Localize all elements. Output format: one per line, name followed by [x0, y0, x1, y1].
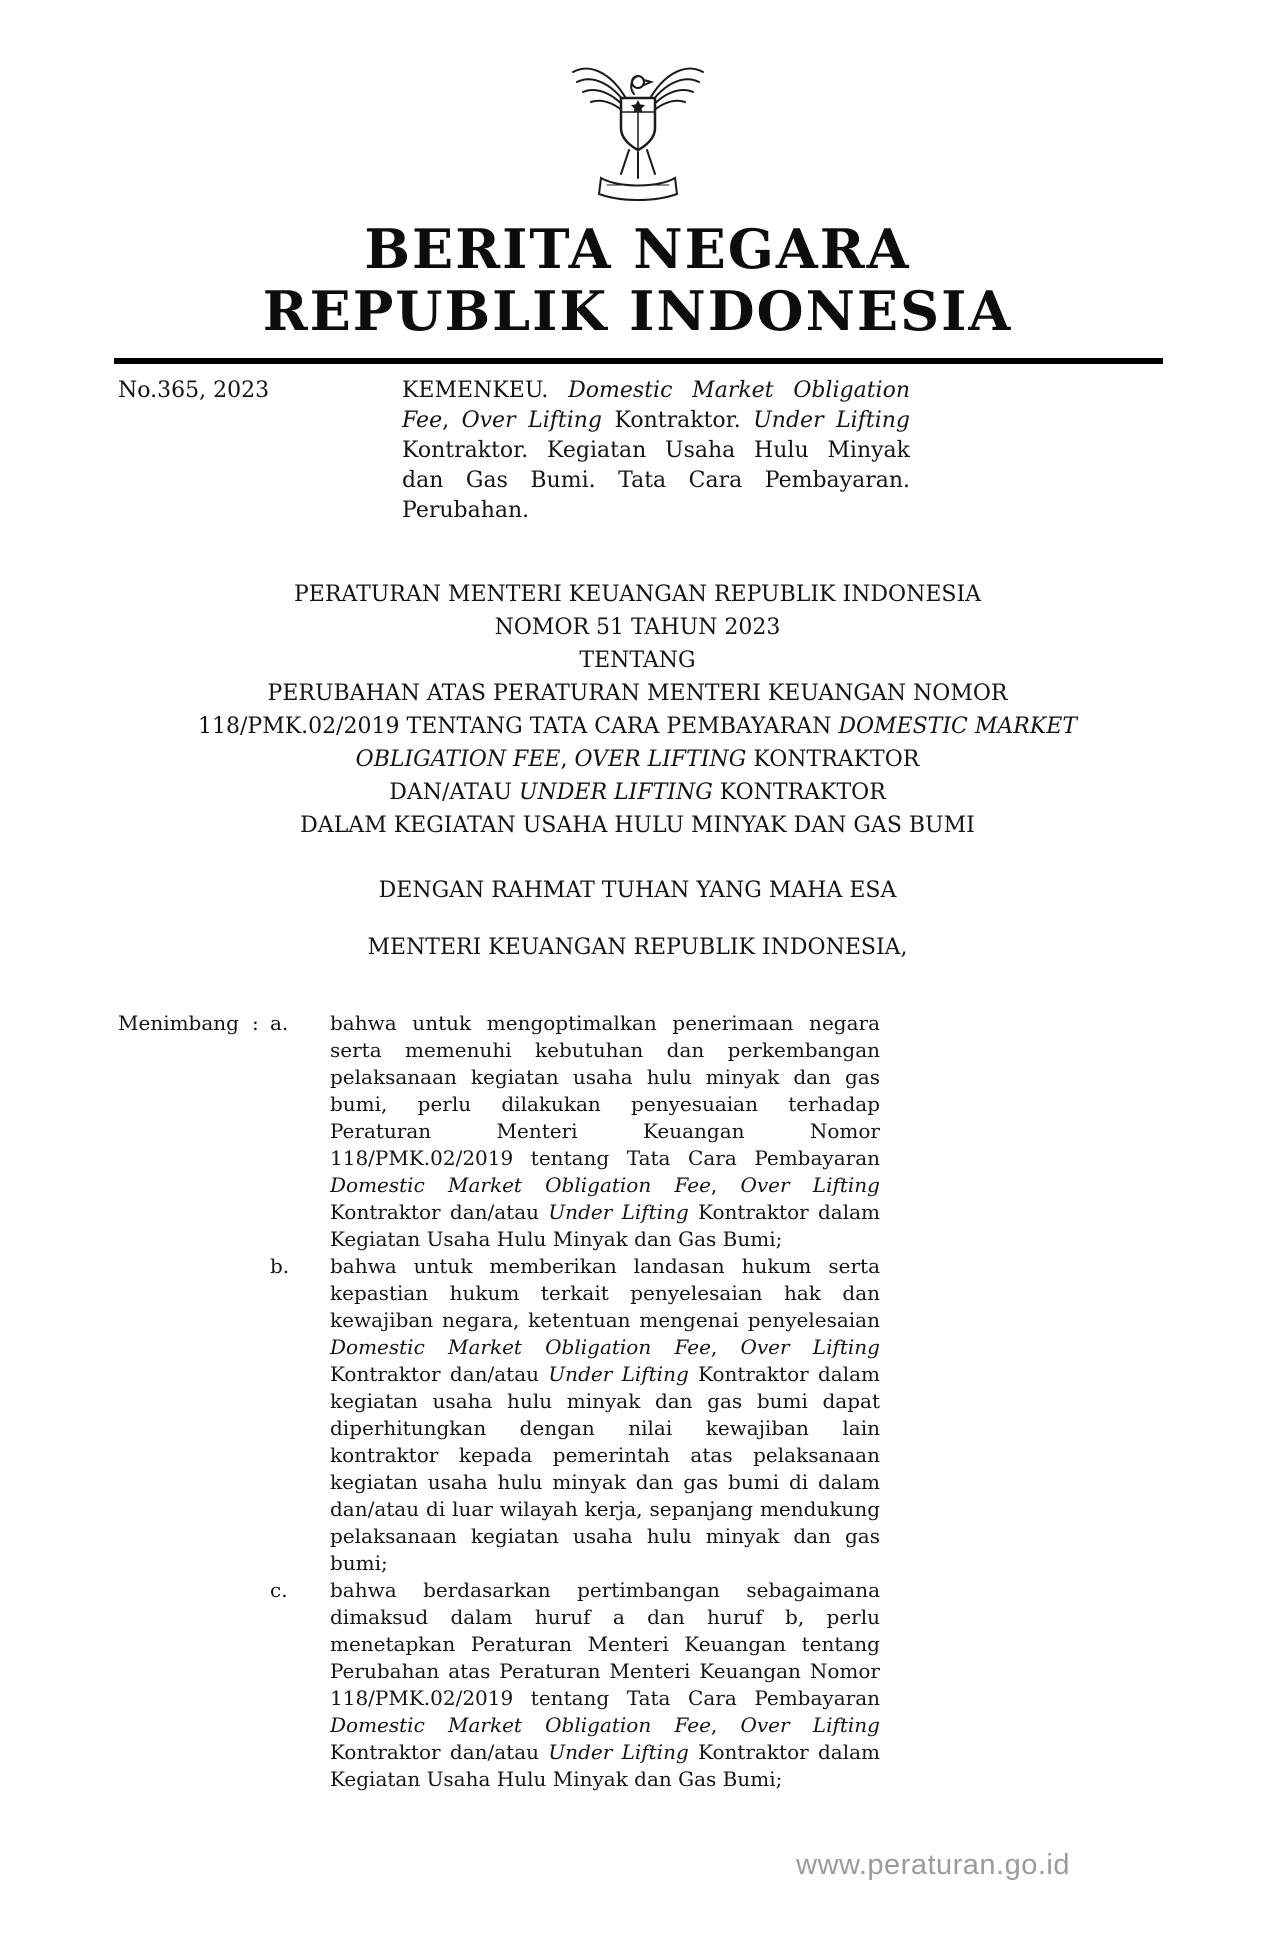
considering-item-letter: b.: [270, 1254, 290, 1278]
considering-item-text: bahwa untuk memberikan landasan hukum serta kepastian hukum terkait penyelesaian hak dan kewajiban negara, ketentuan mengenai penyelesaian Domestic Market Obligation Fee, Over Lifting Kontraktor dan/atau Under Lifting Kontraktor dalam kegiatan usaha hulu minyak dan gas bumi dapat diperhitungkan dengan nilai kewajiban lain kontraktor kepada pemerintah atas pelaksanaan kegiatan usaha hulu minyak dan gas bumi di dalam dan/atau di luar wilayah kerja, sepanjang mendukung pelaksanaan kegiatan usaha hulu minyak dan gas bumi;: [330, 1254, 880, 1575]
grace-line: DENGAN RAHMAT TUHAN YANG MAHA ESA: [378, 878, 897, 903]
considering-item-text: bahwa untuk mengoptimalkan penerimaan negara serta memenuhi kebutuhan dan perkembangan pelaksanaan kegiatan usaha hulu minyak dan gas bumi, perlu dilakukan penyesuaian terhadap Peraturan Menteri Keuangan Nomor 118/PMK.02/2019 tentang Tata Cara Pembayaran Domestic Market Obligation Fee, Over Lifting Kontraktor dan/atau Under Lifting Kontraktor dalam Kegiatan Usaha Hulu Minyak dan Gas Bumi;: [330, 1011, 880, 1251]
regulation-subject-line-2: 118/PMK.02/2019 TENTANG TATA CARA PEMBAYARAN DOMESTIC MARKET: [197, 714, 1077, 739]
considering-section: [118, 1010, 880, 1793]
gazette-title-line-1: BERITA NEGARA: [364, 217, 911, 281]
masthead-divider: [114, 358, 1163, 364]
masthead-row: [118, 376, 1163, 526]
considering-label: Menimbang: [118, 1011, 239, 1035]
watermark-url: www.peraturan.go.id: [796, 1849, 1070, 1881]
regulation-subject-line-4: DAN/ATAU UNDER LIFTING KONTRAKTOR: [389, 780, 886, 805]
regulation-subject-line-3: OBLIGATION FEE, OVER LIFTING KONTRAKTOR: [355, 747, 920, 772]
considering-item-letter: c.: [270, 1578, 288, 1602]
regulation-subject-line-1: PERUBAHAN ATAS PERATURAN MENTERI KEUANGAN NOMOR: [267, 681, 1008, 706]
considering-item-text: bahwa berdasarkan pertimbangan sebagaimana dimaksud dalam huruf a dan huruf b, perlu menetapkan Peraturan Menteri Keuangan tentang Perubahan atas Peraturan Menteri Keuangan Nomor 118/PMK.02/2019 tentang Tata Cara Pembayaran Domestic Market Obligation Fee, Over Lifting Kontraktor dan/atau Under Lifting Kontraktor dalam Kegiatan Usaha Hulu Minyak dan Gas Bumi;: [330, 1578, 880, 1791]
considering-item-c: [118, 1577, 880, 1793]
emblem: [0, 0, 1275, 210]
authority-line: MENTERI KEUANGAN REPUBLIK INDONESIA,: [367, 935, 908, 960]
regulation-title-block: [0, 578, 1275, 842]
gazette-title-line-2: REPUBLIK INDONESIA: [262, 279, 1013, 343]
considering-item-b: [118, 1253, 880, 1577]
regulation-title-line: PERATURAN MENTERI KEUANGAN REPUBLIK INDONESIA: [293, 582, 982, 607]
considering-item-a: [118, 1010, 880, 1253]
considering-colon: :: [252, 1011, 259, 1035]
regulation-about-keyword: TENTANG: [579, 648, 696, 673]
considering-item-letter: a.: [270, 1011, 289, 1035]
garuda-emblem-icon: [563, 46, 713, 206]
regulation-subject-line-5: DALAM KEGIATAN USAHA HULU MINYAK DAN GAS BUMI: [300, 813, 975, 838]
subject-abstract: KEMENKEU. Domestic Market Obligation Fee, Over Lifting Kontraktor. Under Lifting Kontraktor. Kegiatan Usaha Hulu Minyak dan Gas Bumi. Tata Cara Pembayaran. Perubahan.: [402, 378, 910, 523]
issue-number: No.365, 2023: [118, 378, 270, 403]
regulation-number-line: NOMOR 51 TAHUN 2023: [494, 615, 781, 640]
